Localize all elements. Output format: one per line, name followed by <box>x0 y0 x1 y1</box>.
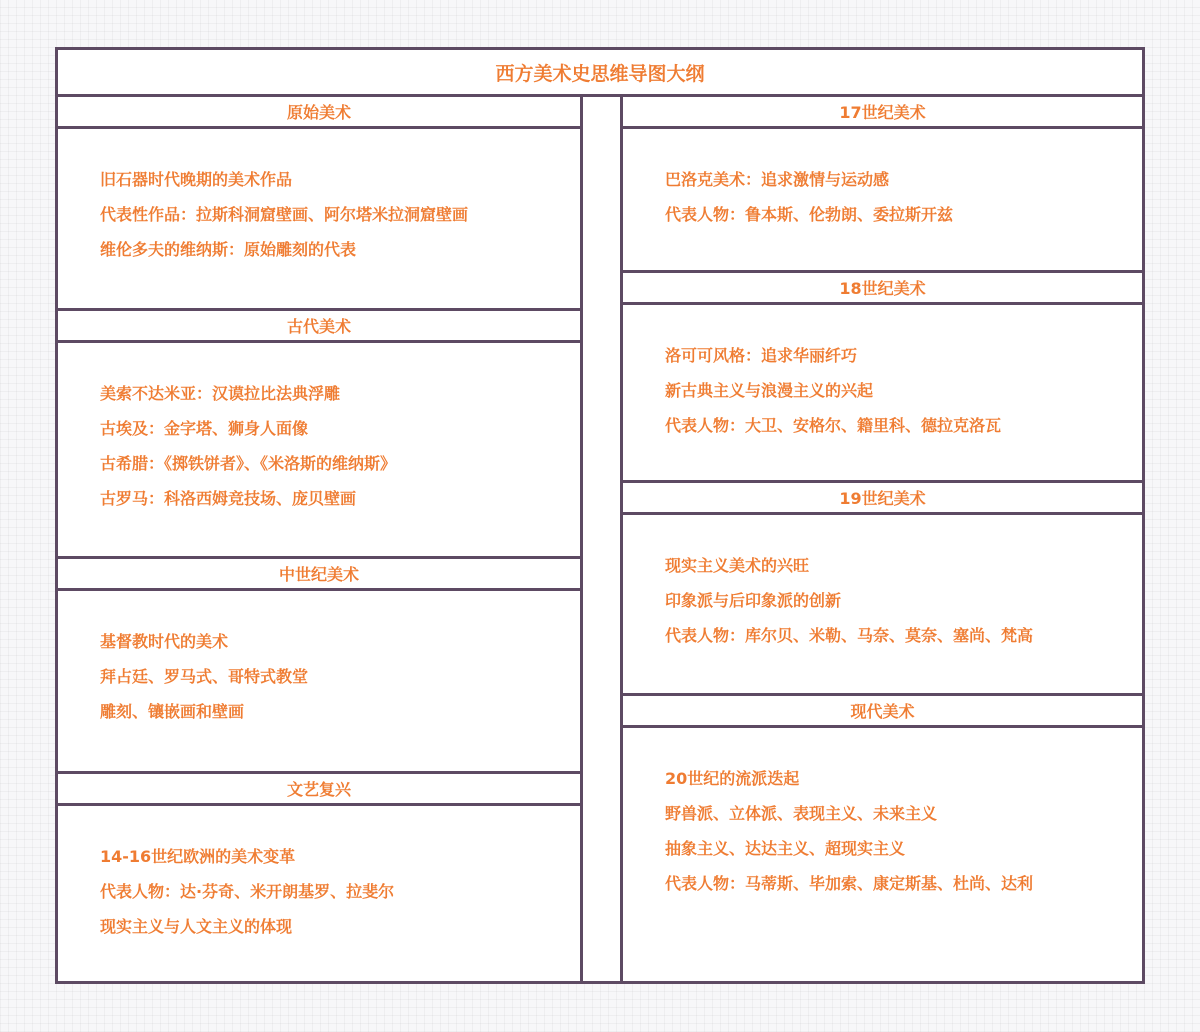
list-item: 野兽派、立体派、表现主义、未来主义 <box>665 804 938 823</box>
list-item: 20世纪的流派迭起 <box>665 769 800 788</box>
section-heading: 现代美术 <box>623 696 1142 728</box>
list-item: 旧石器时代晚期的美术作品 <box>100 170 293 189</box>
list-item: 代表人物：达·芬奇、米开朗基罗、拉斐尔 <box>100 882 395 901</box>
section-heading: 19世纪美术 <box>623 483 1142 515</box>
list-item: 现实主义美术的兴旺 <box>665 556 810 575</box>
section-17th-century <box>623 97 1142 270</box>
right-column <box>620 97 1142 981</box>
section-19th-century <box>623 480 1142 696</box>
section-heading: 18世纪美术 <box>623 273 1142 305</box>
section-heading: 古代美术 <box>58 311 580 343</box>
section-ancient-art <box>58 308 580 559</box>
list-item: 古希腊：《掷铁饼者》、《米洛斯的维纳斯》 <box>100 454 397 473</box>
left-column <box>58 97 583 981</box>
page-title: 西方美术史思维导图大纲 <box>58 50 1142 97</box>
list-item: 美索不达米亚：汉谟拉比法典浮雕 <box>100 384 341 403</box>
section-heading: 原始美术 <box>58 97 580 129</box>
section-heading: 17世纪美术 <box>623 97 1142 129</box>
list-item: 新古典主义与浪漫主义的兴起 <box>665 381 874 400</box>
section-modern-art <box>623 693 1142 981</box>
list-item: 古埃及：金字塔、狮身人面像 <box>100 419 309 438</box>
list-item: 洛可可风格：追求华丽纤巧 <box>665 346 858 365</box>
list-item: 代表人物：鲁本斯、伦勃朗、委拉斯开兹 <box>665 205 954 224</box>
list-item: 14-16世纪欧洲的美术变革 <box>100 847 296 866</box>
list-item: 巴洛克美术：追求激情与运动感 <box>665 170 890 189</box>
section-medieval-art <box>58 556 580 774</box>
list-item: 维伦多夫的维纳斯：原始雕刻的代表 <box>100 240 357 259</box>
list-item: 印象派与后印象派的创新 <box>665 591 842 610</box>
section-18th-century <box>623 270 1142 483</box>
section-heading: 中世纪美术 <box>58 559 580 591</box>
list-item: 雕刻、镶嵌画和壁画 <box>100 702 245 721</box>
mind-map-frame <box>55 47 1145 984</box>
section-primitive-art <box>58 97 580 308</box>
list-item: 抽象主义、达达主义、超现实主义 <box>665 839 906 858</box>
list-item: 代表性作品：拉斯科洞窟壁画、阿尔塔米拉洞窟壁画 <box>100 205 469 224</box>
list-item: 基督教时代的美术 <box>100 632 229 651</box>
list-item: 古罗马：科洛西姆竞技场、庞贝壁画 <box>100 489 357 508</box>
section-renaissance <box>58 771 580 981</box>
list-item: 代表人物：库尔贝、米勒、马奈、莫奈、塞尚、梵高 <box>665 626 1034 645</box>
section-heading: 文艺复兴 <box>58 774 580 806</box>
list-item: 代表人物：大卫、安格尔、籍里科、德拉克洛瓦 <box>665 416 1002 435</box>
list-item: 拜占廷、罗马式、哥特式教堂 <box>100 667 309 686</box>
list-item: 现实主义与人文主义的体现 <box>100 917 293 936</box>
list-item: 代表人物：马蒂斯、毕加索、康定斯基、杜尚、达利 <box>665 874 1034 893</box>
